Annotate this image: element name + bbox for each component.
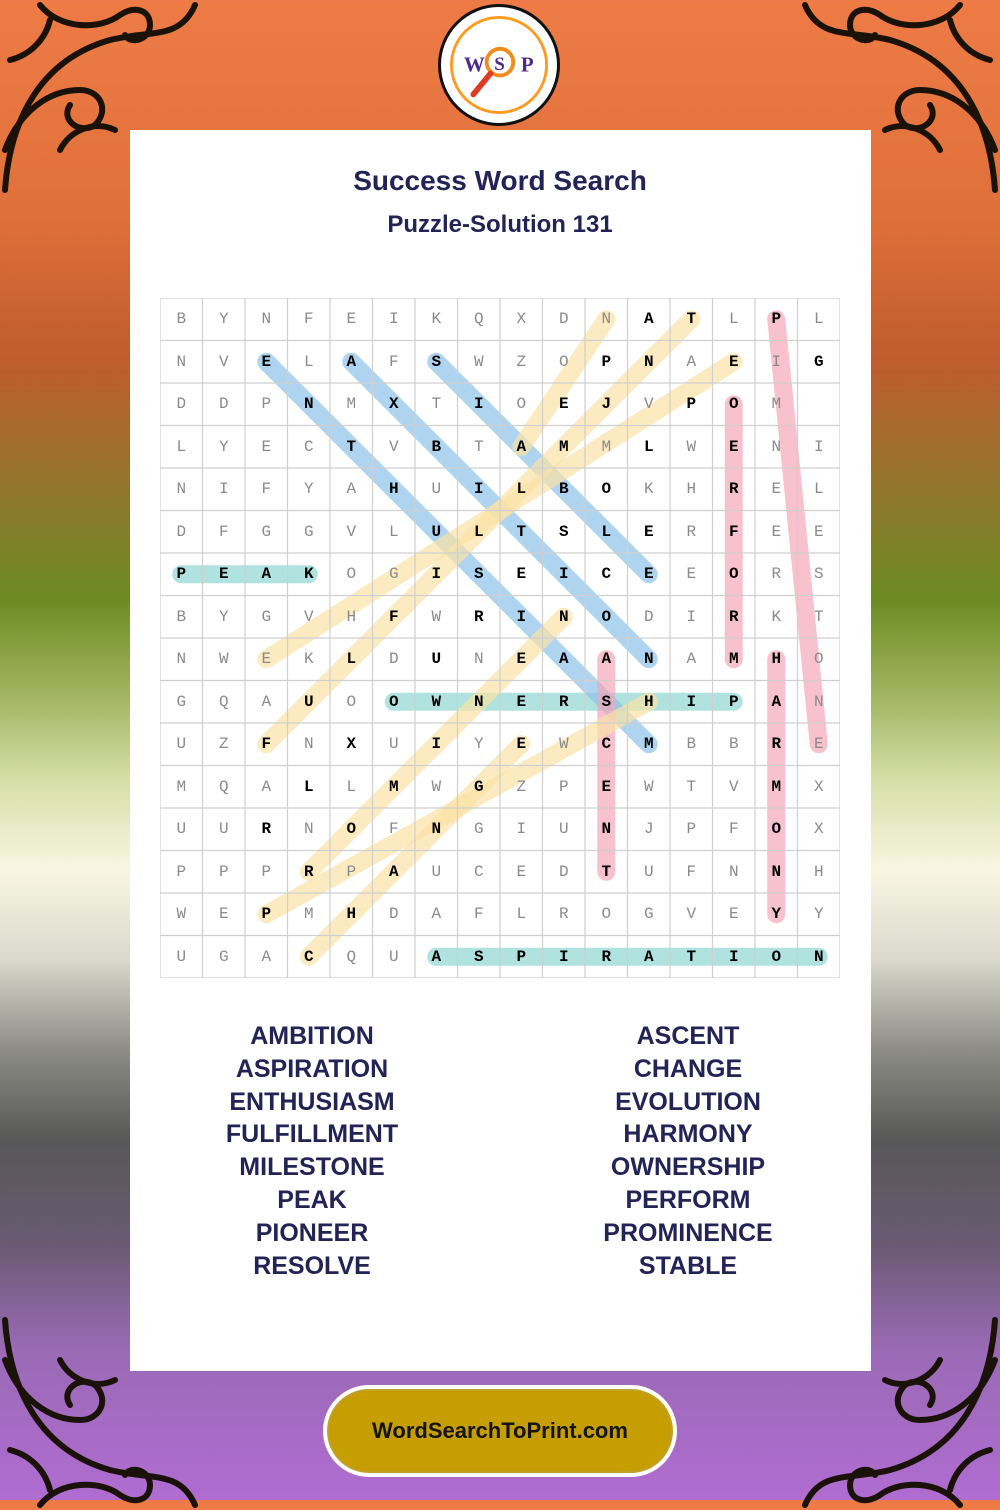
grid-cell[interactable]: G	[176, 692, 187, 711]
grid-cell[interactable]: U	[388, 947, 399, 966]
grid-cell[interactable]: E	[516, 692, 527, 711]
grid-cell[interactable]: X	[516, 310, 527, 329]
grid-cell[interactable]: R	[728, 480, 739, 499]
grid-cell[interactable]: R	[771, 735, 782, 754]
grid-cell[interactable]: P	[261, 905, 272, 924]
grid-cell[interactable]: P	[728, 692, 739, 711]
grid-cell[interactable]: Q	[346, 947, 357, 966]
grid-cell[interactable]: A	[643, 310, 654, 329]
grid-cell[interactable]: R	[771, 565, 782, 584]
grid-cell[interactable]: A	[686, 650, 697, 669]
grid-cell[interactable]: E	[643, 522, 654, 541]
grid-cell[interactable]: K	[771, 607, 782, 626]
grid-cell[interactable]: F	[388, 820, 399, 839]
grid-cell[interactable]: P	[176, 565, 187, 584]
site-link-label: WordSearchToPrint.com	[372, 1418, 628, 1443]
grid-cell[interactable]: O	[558, 352, 569, 371]
grid-cell[interactable]: S	[473, 947, 484, 966]
grid-cell[interactable]: P	[686, 395, 697, 414]
grid-cell[interactable]: G	[388, 565, 399, 584]
word-list-item: CHANGE	[633, 1054, 743, 1083]
grid-cell[interactable]: H	[813, 862, 824, 881]
grid-cell[interactable]: N	[261, 310, 272, 329]
grid-cell[interactable]: V	[388, 437, 399, 456]
grid-cell[interactable]: O	[516, 395, 527, 414]
word-list-item: RESOLVE	[253, 1251, 371, 1280]
grid-cell[interactable]: N	[643, 650, 654, 669]
grid-cell[interactable]: I	[388, 310, 399, 329]
grid-cell[interactable]: W	[643, 777, 654, 796]
grid-cell[interactable]: R	[601, 947, 612, 966]
grid-cell[interactable]: S	[601, 692, 612, 711]
word-list-item: PEAK	[277, 1185, 347, 1214]
grid-cell[interactable]: A	[388, 862, 399, 881]
grid-cell[interactable]: X	[346, 735, 357, 754]
grid-cell[interactable]: M	[771, 395, 782, 414]
grid-cell[interactable]: I	[473, 480, 484, 499]
word-list-item: FULFILLMENT	[225, 1120, 399, 1149]
grid-cell[interactable]: E	[516, 862, 527, 881]
grid-cell[interactable]: F	[261, 480, 272, 499]
grid-cell[interactable]: E	[686, 565, 697, 584]
grid-cell[interactable]: E	[516, 735, 527, 754]
grid-cell[interactable]: M	[176, 777, 187, 796]
grid-cell[interactable]: Y	[473, 735, 484, 754]
grid-cell[interactable]: N	[176, 480, 187, 499]
grid-cell[interactable]: E	[643, 565, 654, 584]
grid-cell[interactable]: L	[813, 480, 824, 499]
grid-cell[interactable]: P	[558, 777, 569, 796]
grid-cell[interactable]: D	[176, 395, 187, 414]
grid-cell[interactable]: G	[473, 820, 484, 839]
grid-cell[interactable]: E	[771, 480, 782, 499]
grid-cell[interactable]: O	[771, 820, 782, 839]
grid-cell[interactable]: M	[728, 650, 739, 669]
grid-cell[interactable]: V	[686, 905, 697, 924]
grid-cell[interactable]: I	[431, 565, 442, 584]
grid-cell[interactable]: M	[558, 437, 569, 456]
grid-cell[interactable]: W	[431, 607, 442, 626]
grid-cell[interactable]: R	[473, 607, 484, 626]
grid-cell[interactable]: M	[388, 777, 399, 796]
grid-cell[interactable]: H	[771, 650, 782, 669]
word-list-item: STABLE	[638, 1251, 738, 1280]
grid-cell[interactable]: N	[558, 607, 569, 626]
grid-cell[interactable]: U	[218, 820, 229, 839]
grid-cell[interactable]: Y	[813, 905, 824, 924]
grid-cell[interactable]: N	[176, 352, 187, 371]
grid-cell[interactable]: R	[303, 862, 314, 881]
grid-cell[interactable]: L	[516, 905, 527, 924]
grid-cell[interactable]: O	[813, 650, 824, 669]
grid-cell[interactable]: H	[686, 480, 697, 499]
grid-cell[interactable]: H	[346, 607, 357, 626]
grid-cell[interactable]: P	[261, 395, 272, 414]
grid-cell[interactable]: F	[686, 862, 697, 881]
grid-cell[interactable]: L	[303, 777, 314, 796]
grid-cells	[160, 298, 840, 978]
grid-cell[interactable]: W	[431, 777, 442, 796]
grid-cell[interactable]: O	[728, 395, 739, 414]
word-list-item: EVOLUTION	[615, 1087, 761, 1116]
grid-cell[interactable]: R	[558, 692, 569, 711]
logo-letter-w: W	[463, 52, 485, 77]
grid-cell[interactable]: T	[346, 437, 357, 456]
grid-cell[interactable]: U	[431, 480, 442, 499]
grid-cell[interactable]: N	[813, 692, 824, 711]
grid-cell[interactable]: Z	[516, 352, 527, 371]
grid-cell[interactable]: C	[473, 862, 484, 881]
grid-cell[interactable]: M	[346, 395, 357, 414]
grid-cell[interactable]: W	[686, 437, 697, 456]
grid-cell[interactable]: L	[176, 437, 187, 456]
grid-cell[interactable]: D	[388, 650, 399, 669]
page-subtitle: Puzzle-Solution 131	[387, 211, 613, 238]
grid-cell[interactable]: I	[813, 437, 824, 456]
grid-cell[interactable]: D	[558, 310, 569, 329]
grid-cell[interactable]: N	[601, 820, 612, 839]
grid-cell[interactable]: T	[473, 437, 484, 456]
grid-cell[interactable]: O	[346, 565, 357, 584]
grid-cell[interactable]: Q	[473, 310, 484, 329]
grid-cell[interactable]: W	[176, 905, 187, 924]
grid-cell[interactable]: X	[388, 395, 399, 414]
grid-cell[interactable]: I	[218, 480, 229, 499]
grid-cell[interactable]: N	[813, 947, 824, 966]
grid-cell[interactable]	[798, 383, 841, 426]
grid-cell[interactable]: B	[431, 437, 442, 456]
grid-cell[interactable]: R	[558, 905, 569, 924]
grid-cell[interactable]: L	[473, 522, 484, 541]
grid-cell[interactable]: W	[473, 352, 484, 371]
grid-cell[interactable]: G	[218, 947, 229, 966]
grid-cell[interactable]: Q	[218, 777, 229, 796]
grid-cell[interactable]: T	[686, 310, 697, 329]
grid-cell[interactable]: N	[601, 310, 612, 329]
grid-cell[interactable]: L	[346, 650, 357, 669]
grid-cell[interactable]: P	[346, 862, 357, 881]
grid-cell[interactable]: L	[643, 437, 654, 456]
grid-cell[interactable]: V	[728, 777, 739, 796]
grid-cell[interactable]: D	[388, 905, 399, 924]
grid-cell[interactable]: N	[728, 862, 739, 881]
grid-cell[interactable]: R	[261, 820, 272, 839]
wsp-logo[interactable]	[438, 4, 560, 126]
grid-cell[interactable]: L	[516, 480, 527, 499]
grid-cell[interactable]: U	[176, 735, 187, 754]
grid-cell[interactable]: H	[643, 692, 654, 711]
grid-cell[interactable]: J	[643, 820, 654, 839]
grid-cell[interactable]: S	[431, 352, 442, 371]
grid-cell[interactable]: N	[473, 692, 484, 711]
word-list-item: ASCENT	[636, 1022, 740, 1050]
grid-cell[interactable]: D	[643, 607, 654, 626]
grid-cell[interactable]: I	[558, 947, 569, 966]
grid-cell[interactable]: M	[643, 735, 654, 754]
grid-cell[interactable]: E	[728, 905, 739, 924]
grid-cell[interactable]: L	[728, 310, 739, 329]
grid-cell[interactable]: T	[686, 777, 697, 796]
grid-cell[interactable]: L	[346, 777, 357, 796]
grid-cell[interactable]: K	[431, 310, 442, 329]
grid-cell[interactable]: K	[303, 650, 314, 669]
grid-cell[interactable]: I	[728, 947, 739, 966]
grid-cell[interactable]: P	[771, 310, 782, 329]
grid-cell[interactable]: Y	[303, 480, 314, 499]
grid-cell[interactable]: A	[686, 352, 697, 371]
word-list-item: PIONEER	[255, 1218, 369, 1247]
grid-cell[interactable]: E	[813, 522, 824, 541]
grid-cell[interactable]: O	[346, 820, 357, 839]
word-list-item: MILESTONE	[239, 1153, 385, 1182]
word-list-item: OWNERSHIP	[610, 1153, 766, 1182]
word-list-item: PROMINENCE	[603, 1218, 773, 1247]
grid-cell[interactable]: Y	[218, 437, 229, 456]
grid-cell[interactable]: L	[303, 352, 314, 371]
grid-cell[interactable]: S	[813, 565, 824, 584]
grid-cell[interactable]: U	[431, 650, 442, 669]
grid-cell[interactable]: F	[728, 522, 739, 541]
grid-cell[interactable]: O	[728, 565, 739, 584]
grid-cell[interactable]: D	[558, 862, 569, 881]
grid-cell[interactable]: M	[771, 777, 782, 796]
grid-cell[interactable]: F	[261, 735, 272, 754]
word-list-item: ENTHUSIASM	[229, 1087, 395, 1116]
grid-cell[interactable]: N	[176, 650, 187, 669]
grid-cell[interactable]: P	[218, 862, 229, 881]
grid-cell[interactable]: A	[261, 777, 272, 796]
grid-cell[interactable]: E	[516, 650, 527, 669]
word-list-item: ASPIRATION	[235, 1054, 389, 1083]
grid-cell[interactable]: F	[473, 905, 484, 924]
grid-cell[interactable]: R	[728, 607, 739, 626]
grid-cell[interactable]: O	[388, 692, 399, 711]
grid-cell[interactable]: A	[346, 352, 357, 371]
word-list-item: AMBITION	[250, 1022, 374, 1050]
grid-cell[interactable]: E	[218, 905, 229, 924]
grid-cell[interactable]: O	[771, 947, 782, 966]
logo-letter-s: S	[494, 53, 505, 75]
grid-cell[interactable]: Y	[771, 905, 782, 924]
word-list-left	[122, 1020, 502, 1282]
word-list-item: HARMONY	[623, 1120, 753, 1149]
grid-cell[interactable]: T	[813, 607, 824, 626]
grid-cell[interactable]: U	[558, 820, 569, 839]
grid-cell[interactable]: O	[346, 692, 357, 711]
word-list-item: PERFORM	[625, 1185, 751, 1214]
grid-cell[interactable]: V	[218, 352, 229, 371]
grid-cell[interactable]: A	[771, 692, 782, 711]
page-title: Success Word Search	[353, 165, 647, 196]
grid-cell[interactable]: E	[346, 310, 357, 329]
grid-cell[interactable]: K	[303, 565, 314, 584]
grid-cell[interactable]: N	[473, 650, 484, 669]
grid-cell[interactable]: E	[558, 395, 569, 414]
grid-cell[interactable]: B	[728, 735, 739, 754]
grid-cell[interactable]: T	[431, 395, 442, 414]
grid-cell[interactable]: K	[643, 480, 654, 499]
grid-cell[interactable]: E	[601, 777, 612, 796]
grid-cell[interactable]: A	[558, 650, 569, 669]
grid-cell[interactable]: W	[431, 692, 442, 711]
logo-letter-p: P	[520, 52, 534, 77]
grid-cell[interactable]: N	[303, 395, 314, 414]
grid-cell[interactable]: I	[686, 692, 697, 711]
grid-cell[interactable]: N	[431, 820, 442, 839]
grid-cell[interactable]: X	[813, 820, 824, 839]
grid-cell[interactable]: W	[218, 650, 229, 669]
grid-cell[interactable]: G	[261, 607, 272, 626]
grid-cell[interactable]: C	[601, 565, 612, 584]
grid-cell[interactable]: G	[473, 777, 484, 796]
grid-cell[interactable]: G	[261, 522, 272, 541]
grid-cell[interactable]: E	[728, 352, 739, 371]
grid-cell[interactable]: H	[346, 905, 357, 924]
grid-cell[interactable]: C	[601, 735, 612, 754]
grid-cell[interactable]: N	[303, 820, 314, 839]
grid-cell[interactable]: Z	[218, 735, 229, 754]
grid-cell[interactable]: I	[516, 820, 527, 839]
grid-cell[interactable]: V	[643, 395, 654, 414]
grid-cell[interactable]: P	[516, 947, 527, 966]
grid-cell[interactable]: T	[601, 862, 612, 881]
grid-cell[interactable]: E	[261, 352, 272, 371]
grid-cell[interactable]: P	[261, 862, 272, 881]
grid-cell[interactable]: I	[431, 735, 442, 754]
grid-cell[interactable]: E	[261, 437, 272, 456]
grid-cell[interactable]: A	[261, 565, 272, 584]
grid-cell[interactable]: U	[176, 820, 187, 839]
grid-cell[interactable]: A	[516, 437, 527, 456]
grid-cell[interactable]: I	[473, 395, 484, 414]
grid-cell[interactable]: I	[771, 352, 782, 371]
grid-cell[interactable]: C	[303, 437, 314, 456]
grid-cell[interactable]: O	[601, 607, 612, 626]
grid-cell[interactable]: L	[601, 522, 612, 541]
grid-cell[interactable]: F	[388, 607, 399, 626]
grid-cell[interactable]: P	[686, 820, 697, 839]
grid-cell[interactable]: N	[303, 735, 314, 754]
grid-cell[interactable]: N	[643, 352, 654, 371]
grid-cell[interactable]: N	[771, 862, 782, 881]
grid-cell[interactable]: U	[303, 692, 314, 711]
grid-cell[interactable]: W	[558, 735, 569, 754]
grid-cell[interactable]: B	[558, 480, 569, 499]
grid-cell[interactable]: T	[686, 947, 697, 966]
grid-cell[interactable]: F	[728, 820, 739, 839]
grid-cell[interactable]: F	[388, 352, 399, 371]
grid-cell[interactable]: A	[643, 947, 654, 966]
grid-cell[interactable]: E	[728, 437, 739, 456]
grid-cell[interactable]: Y	[218, 310, 229, 329]
grid-cell[interactable]: X	[813, 777, 824, 796]
grid-cell[interactable]: P	[176, 862, 187, 881]
word-search-grid	[160, 298, 840, 978]
grid-cell[interactable]: M	[303, 905, 314, 924]
grid-cell[interactable]: E	[218, 565, 229, 584]
grid-cell[interactable]: A	[261, 947, 272, 966]
grid-cell[interactable]: U	[431, 862, 442, 881]
grid-cell[interactable]: R	[686, 522, 697, 541]
grid-cell[interactable]: A	[431, 947, 442, 966]
grid-cell[interactable]: S	[473, 565, 484, 584]
grid-cell[interactable]: I	[558, 565, 569, 584]
grid-cell[interactable]: F	[303, 310, 314, 329]
grid-cell[interactable]: V	[303, 607, 314, 626]
grid-cell[interactable]: F	[218, 522, 229, 541]
grid-cell[interactable]: E	[261, 650, 272, 669]
grid-cell[interactable]: T	[516, 522, 527, 541]
grid-cell[interactable]: N	[771, 437, 782, 456]
grid-cell[interactable]: P	[601, 352, 612, 371]
grid-cell[interactable]: E	[813, 735, 824, 754]
grid-cell[interactable]: O	[601, 905, 612, 924]
grid-cell[interactable]: L	[388, 522, 399, 541]
grid-cell[interactable]: E	[771, 522, 782, 541]
grid-cell[interactable]: U	[431, 522, 442, 541]
grid-cell[interactable]: H	[388, 480, 399, 499]
grid-cell[interactable]: J	[601, 395, 612, 414]
grid-cell[interactable]: G	[813, 352, 824, 371]
grid-cell[interactable]: Y	[218, 607, 229, 626]
grid-cell[interactable]: A	[261, 692, 272, 711]
grid-cell[interactable]: E	[516, 565, 527, 584]
grid-cell[interactable]: U	[176, 947, 187, 966]
grid-cell[interactable]: Z	[516, 777, 527, 796]
grid-cell[interactable]: D	[176, 522, 187, 541]
grid-cell[interactable]: Q	[218, 692, 229, 711]
grid-cell[interactable]: I	[516, 607, 527, 626]
grid-cell[interactable]: U	[643, 862, 654, 881]
grid-cell[interactable]: B	[176, 310, 187, 329]
grid-cell[interactable]: G	[643, 905, 654, 924]
grid-cell[interactable]: A	[346, 480, 357, 499]
word-list-right	[498, 1020, 878, 1282]
grid-cell[interactable]: B	[176, 607, 187, 626]
grid-cell[interactable]: A	[601, 650, 612, 669]
grid-cell[interactable]: I	[686, 607, 697, 626]
grid-cell[interactable]: A	[431, 905, 442, 924]
grid-cell[interactable]: U	[388, 735, 399, 754]
grid-cell[interactable]: O	[601, 480, 612, 499]
grid-cell[interactable]: D	[218, 395, 229, 414]
grid-cell[interactable]: B	[686, 735, 697, 754]
grid-cell[interactable]: G	[303, 522, 314, 541]
grid-cell[interactable]: S	[558, 522, 569, 541]
grid-cell[interactable]: C	[303, 947, 314, 966]
grid-cell[interactable]: M	[601, 437, 612, 456]
grid-cell[interactable]: L	[813, 310, 824, 329]
grid-cell[interactable]: V	[346, 522, 357, 541]
site-link-button[interactable]	[323, 1385, 677, 1477]
